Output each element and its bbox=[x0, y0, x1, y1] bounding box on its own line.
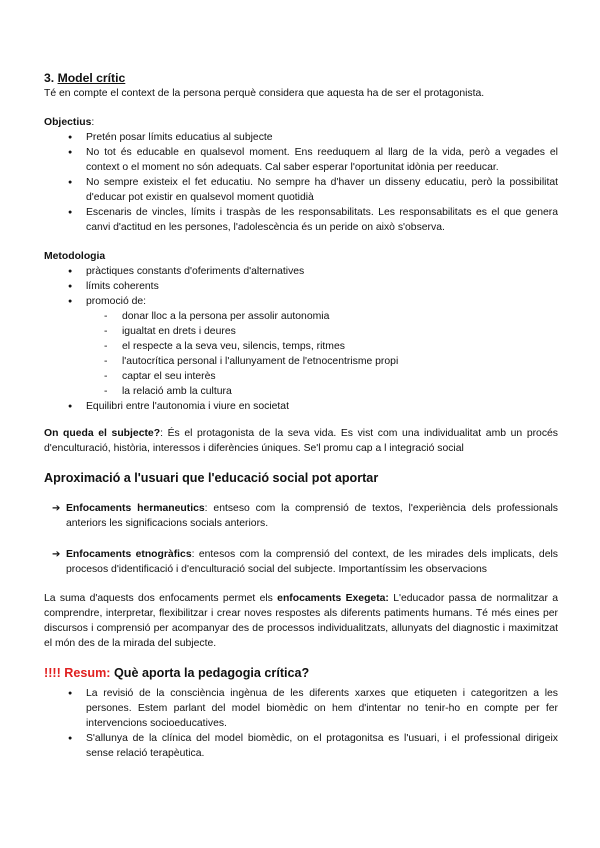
sub-list-item: - igualtat en drets i deures bbox=[122, 324, 558, 339]
exegeta-before: La suma d'aquests dos enfocaments permet els bbox=[44, 593, 278, 604]
metodologia-label: Metodologia bbox=[44, 251, 106, 262]
section-heading bbox=[44, 70, 558, 86]
subjecte-label: On queda el subjecte? bbox=[44, 428, 161, 439]
sub-list-item: - donar lloc a la persona per assolir autonomia bbox=[122, 309, 558, 324]
enfocament-hermeneutic bbox=[44, 501, 558, 531]
enfocament-term: Enfocaments hermaneutics bbox=[66, 503, 205, 514]
list-item: ● Escenaris de vincles, límits i traspàs de les responsabilitats. Les responsabilitats es el que genera canvi d'actitud en les persones, l'adolescència és un peride on això s'observa. bbox=[86, 205, 558, 235]
subjecte-text: : És el protagonista de la seva vida. Es vist com una individualitat amb un procés d'enculturació, història, interessos i diferències úniques. Se'l promu cap a l integració social bbox=[44, 428, 559, 454]
sub-list-item: - l'autocrítica personal i l'allunyament de l'etnocentrisme propi bbox=[122, 354, 558, 369]
promocio-sublist bbox=[86, 309, 558, 399]
sub-list-item: - el respecte a la seva veu, silencis, temps, ritmes bbox=[122, 339, 558, 354]
enfocament-text: : entesos com la comprensió del context, de les mirades dels implicats, dels procesos d'identificació i d'enculturació social del subjecte. Importantíssim les observacions bbox=[66, 549, 558, 575]
list-item: ● No sempre existeix el fet educatiu. No sempre ha d'haver un disseny educatiu, però la possibilitat d'educar pot existir en qualsevol moment quotidià bbox=[86, 175, 558, 205]
resum-title: Què aporta la pedagogia crítica? bbox=[110, 666, 310, 680]
section-title: Model crític bbox=[57, 71, 126, 85]
arrow-right-icon: ➔ bbox=[52, 549, 61, 560]
enfocament-etnografic bbox=[44, 547, 558, 577]
exegeta-after: L'educador passa de normalitzar a comprendre, interpretar, flexibilitzar i crear noves respostes als diferents patiments humans. Té més eines per discursos i comprensió per acompanyar des de processos individualitzats, allunyats del diagnostic i maximitzat el món des de la mirada del subjecte. bbox=[44, 593, 558, 649]
resum-heading bbox=[44, 665, 558, 682]
list-item: ● límits coherents bbox=[86, 279, 558, 294]
section-intro: Té en compte el context de la persona perquè considera que aquesta ha de ser el protagonista. bbox=[44, 88, 485, 99]
sub-list-item: - captar el seu interès bbox=[122, 369, 558, 384]
objectius-list bbox=[44, 130, 558, 235]
exegeta-term: enfocaments Exegeta: bbox=[277, 593, 389, 604]
resum-list bbox=[44, 686, 558, 761]
sub-list-item: - la relació amb la cultura bbox=[122, 384, 558, 399]
aproximacio-heading: Aproximació a l'usuari que l'educació social pot aportar bbox=[44, 471, 379, 485]
list-item: ● No tot és educable en qualsevol moment. Ens reeduquem al llarg de la vida, però a vegades el context o el moment no són adequats. Cal saber esperar l'oportunitat idònia per reeducar. bbox=[86, 145, 558, 175]
enfocament-text: : entseso com la comprensió de textos, l'experiència dels professionals anteriors les significacions socials anteriors. bbox=[66, 503, 558, 529]
list-item: ● Pretén posar límits educatius al subjecte bbox=[86, 130, 558, 145]
section-number: 3. bbox=[44, 71, 55, 85]
document-page bbox=[44, 70, 558, 761]
exegeta-paragraph bbox=[44, 591, 558, 651]
arrow-right-icon: ➔ bbox=[52, 503, 61, 514]
objectius-heading bbox=[44, 115, 558, 130]
enfocament-term: Enfocaments etnogràfics bbox=[66, 549, 192, 560]
subjecte-paragraph bbox=[44, 426, 558, 456]
objectius-label: Objectius bbox=[44, 117, 92, 128]
list-item: ● S'allunya de la clínica del model biomèdic, on el protagonitsa es l'usuari, i el professional dirigeix sense relació terapèutica. bbox=[86, 731, 558, 761]
list-item: ● La revisió de la consciència ingènua de les diferents xarxes que etiqueten i categoritzen a les persones. Estem parlant del model biomèdic on hem d'intentar no tenir-ho en compte per fer intervencions socioeducatives. bbox=[86, 686, 558, 731]
list-item: ● pràctiques constants d'oferiments d'alternatives bbox=[86, 264, 558, 279]
resum-prefix: !!!! Resum: bbox=[44, 666, 111, 680]
objectius-colon: : bbox=[91, 117, 95, 128]
list-item: ● Equilibri entre l'autonomia i viure en societat bbox=[86, 399, 558, 414]
metodologia-list bbox=[44, 264, 558, 414]
list-item bbox=[86, 294, 558, 399]
list-item-label: promoció de: bbox=[86, 296, 147, 307]
